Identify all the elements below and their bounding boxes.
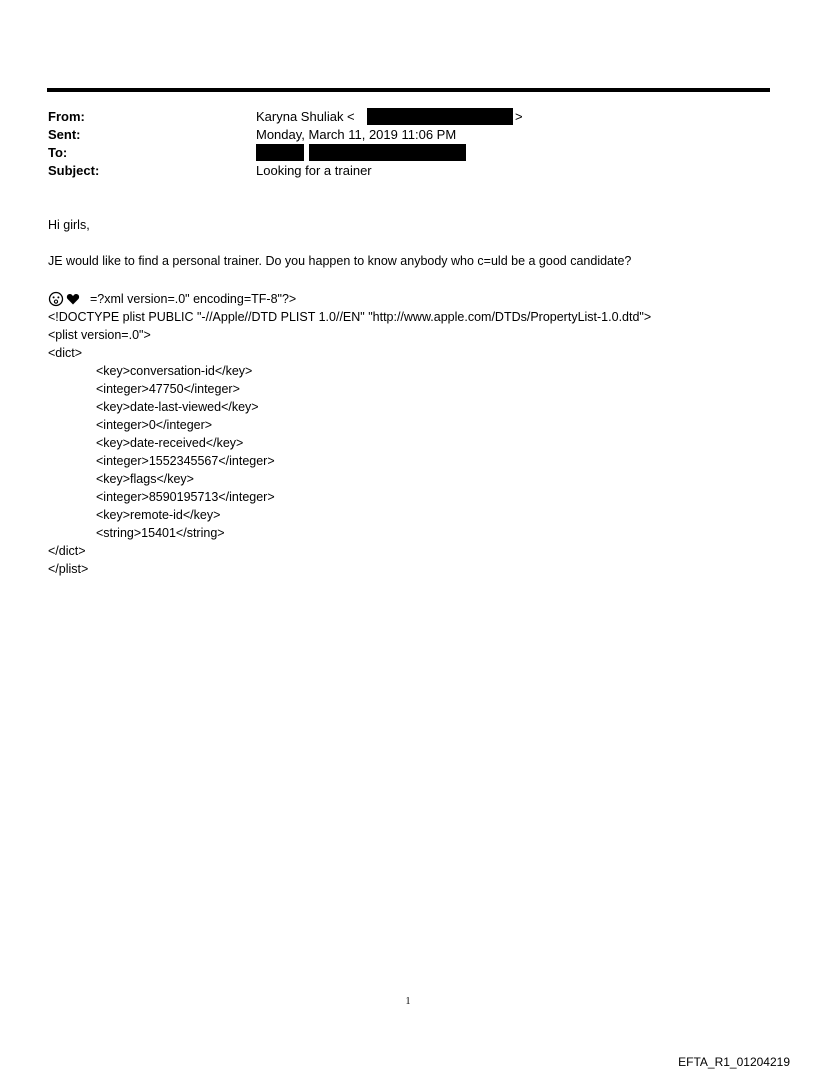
redaction-box bbox=[309, 144, 466, 161]
doctype-line: <!DOCTYPE plist PUBLIC "-//Apple//DTD PLIST 1.0//EN" "http://www.apple.com/DTDs/PropertyList-1.0.dtd"> bbox=[48, 310, 652, 324]
dict-close-line: </dict> bbox=[48, 544, 86, 558]
greeting: Hi girls, bbox=[48, 218, 90, 232]
message-text: JE would like to find a personal trainer. Do you happen to know anybody who c=uld be a good candidate? bbox=[48, 254, 632, 268]
redaction-box bbox=[256, 144, 304, 161]
dict-entry: <key>date-received</key> bbox=[96, 436, 244, 450]
xml-declaration-line bbox=[48, 290, 296, 308]
from-value bbox=[256, 108, 355, 126]
heart-icon bbox=[66, 292, 80, 306]
dict-entry: <key>date-last-viewed</key> bbox=[96, 400, 259, 414]
bates-number: EFTA_R1_01204219 bbox=[678, 1055, 790, 1069]
from-name: Karyna Shuliak < bbox=[256, 109, 355, 124]
header-rule bbox=[47, 88, 770, 92]
surprised-face-icon bbox=[48, 291, 64, 307]
sent-value: Monday, March 11, 2019 11:06 PM bbox=[256, 127, 457, 142]
dict-entry: <integer>1552345567</integer> bbox=[96, 454, 275, 468]
dict-entry: <integer>8590195713</integer> bbox=[96, 490, 275, 504]
subject-value: Looking for a trainer bbox=[256, 163, 372, 178]
dict-open-line: <dict> bbox=[48, 346, 83, 360]
dict-entry: <string>15401</string> bbox=[96, 526, 225, 540]
plist-close-line: </plist> bbox=[48, 562, 89, 576]
dict-entry: <key>flags</key> bbox=[96, 472, 194, 486]
from-label: From: bbox=[48, 109, 85, 124]
xml-declaration: =?xml version=.0" encoding=TF-8"?> bbox=[90, 292, 297, 306]
sent-label: Sent: bbox=[48, 127, 81, 142]
dict-entry: <integer>0</integer> bbox=[96, 418, 213, 432]
to-label: To: bbox=[48, 145, 68, 160]
from-suffix: > bbox=[515, 109, 523, 124]
dict-entry: <key>conversation-id</key> bbox=[96, 364, 253, 378]
redaction-box bbox=[367, 108, 513, 125]
plist-open-line: <plist version=.0"> bbox=[48, 328, 151, 342]
subject-label: Subject: bbox=[48, 163, 100, 178]
dict-entry: <key>remote-id</key> bbox=[96, 508, 221, 522]
dict-entry: <integer>47750</integer> bbox=[96, 382, 240, 396]
page-number: 1 bbox=[405, 996, 411, 1007]
